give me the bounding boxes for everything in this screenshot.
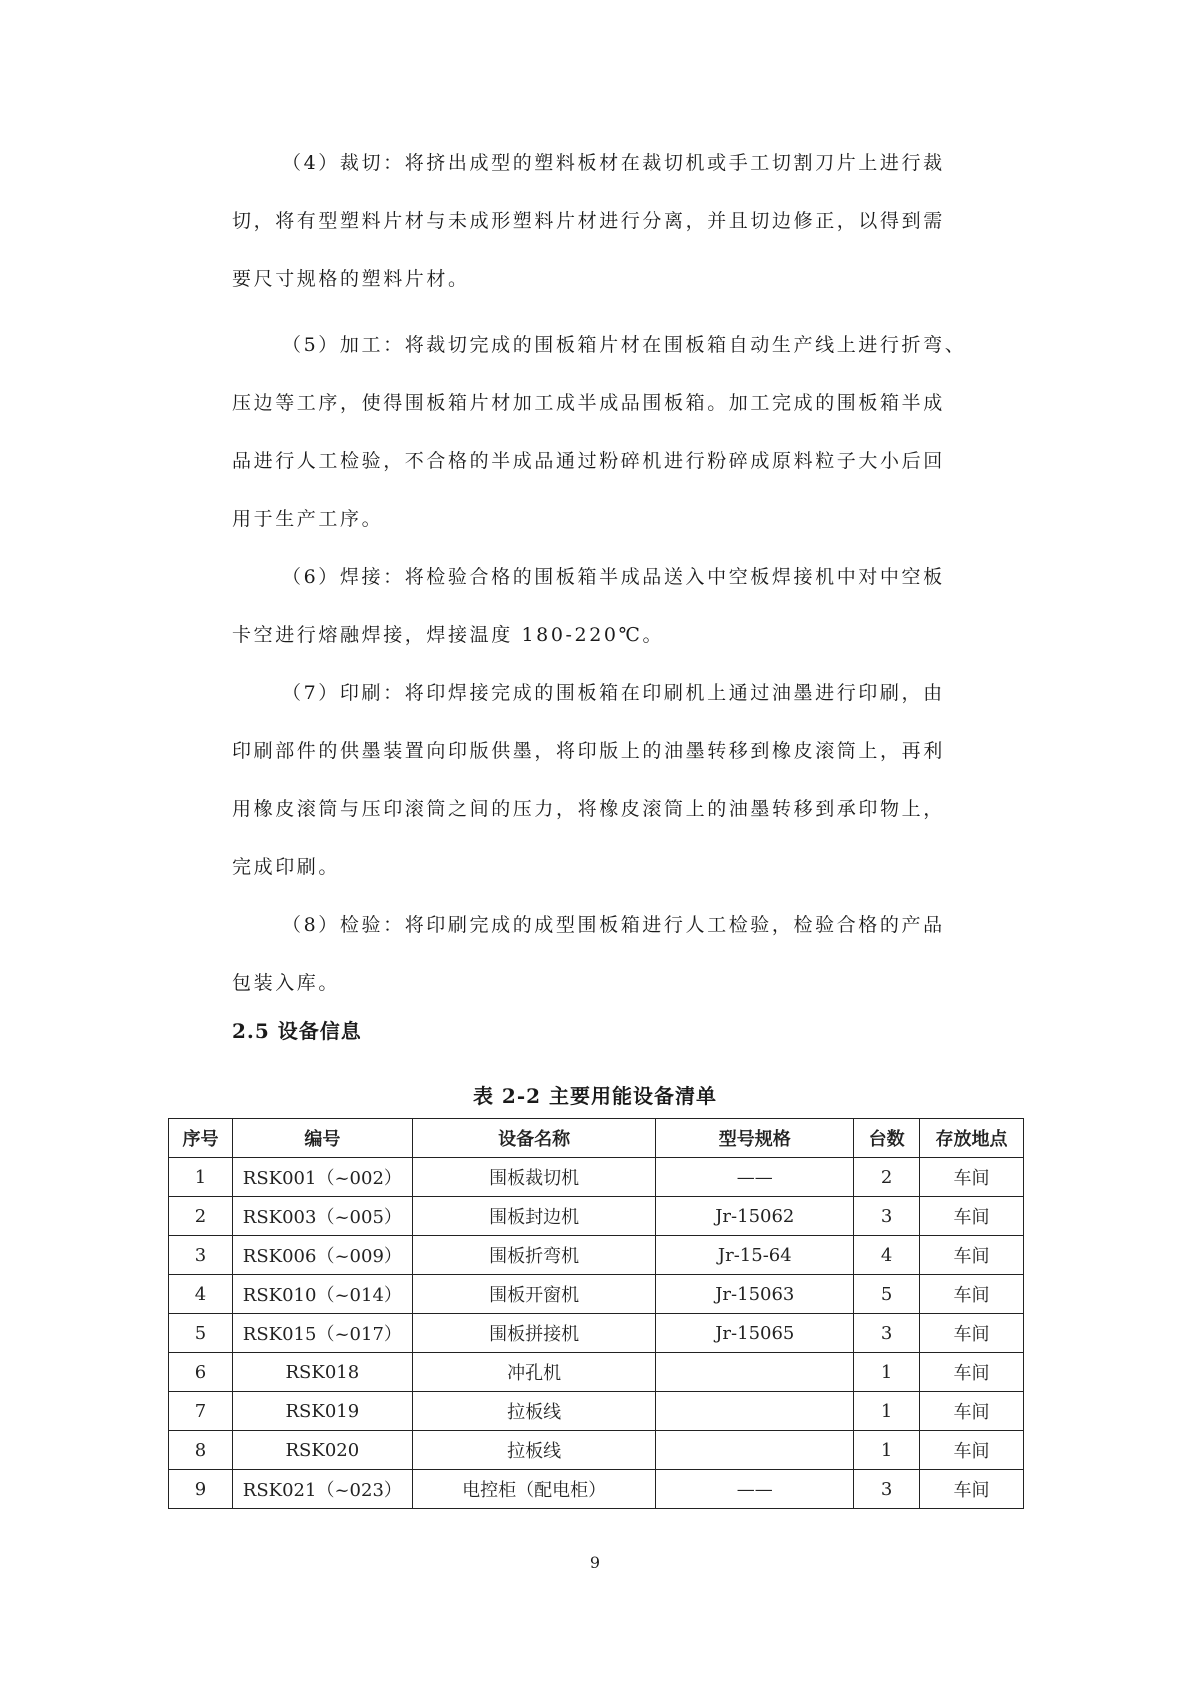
cell-code: RSK018	[232, 1353, 412, 1392]
cell-device-name: 冲孔机	[412, 1353, 656, 1392]
cell-model: Jr-15062	[656, 1197, 854, 1236]
paragraph-line: 品进行人工检验，不合格的半成品通过粉碎机进行粉碎成原料粒子大小后回	[232, 450, 945, 472]
paragraph-line: （8）检验：将印刷完成的成型围板箱进行人工检验，检验合格的产品	[282, 914, 945, 936]
cell-code: RSK015（~017）	[232, 1314, 412, 1353]
cell-model: ——	[656, 1158, 854, 1197]
paragraph-line: 完成印刷。	[232, 856, 341, 878]
cell-device-name: 围板封边机	[412, 1197, 656, 1236]
cell-code: RSK019	[232, 1392, 412, 1431]
cell-quantity: 1	[854, 1392, 920, 1431]
cell-location: 车间	[920, 1470, 1024, 1509]
table-row	[169, 1392, 1024, 1431]
cell-code: RSK021（~023）	[232, 1470, 412, 1509]
cell-quantity: 1	[854, 1353, 920, 1392]
cell-quantity: 3	[854, 1314, 920, 1353]
cell-model: Jr-15-64	[656, 1236, 854, 1275]
header-device-name: 设备名称	[412, 1119, 656, 1158]
table-row	[169, 1353, 1024, 1392]
cell-location: 车间	[920, 1431, 1024, 1470]
table-row	[169, 1275, 1024, 1314]
table-row	[169, 1236, 1024, 1275]
paragraph-line: 印刷部件的供墨装置向印版供墨，将印版上的油墨转移到橡皮滚筒上，再利	[232, 740, 945, 762]
table-row	[169, 1158, 1024, 1197]
cell-code: RSK006（~009）	[232, 1236, 412, 1275]
cell-index: 3	[169, 1236, 233, 1275]
cell-device-name: 拉板线	[412, 1392, 656, 1431]
paragraph-line: 要尺寸规格的塑料片材。	[232, 268, 470, 290]
cell-device-name: 围板裁切机	[412, 1158, 656, 1197]
cell-model: Jr-15063	[656, 1275, 854, 1314]
paragraph-line: 切，将有型塑料片材与未成形塑料片材进行分离，并且切边修正，以得到需	[232, 210, 945, 232]
cell-device-name: 电控柜（配电柜）	[412, 1470, 656, 1509]
cell-code: RSK003（~005）	[232, 1197, 412, 1236]
cell-index: 5	[169, 1314, 233, 1353]
cell-quantity: 1	[854, 1431, 920, 1470]
paragraph-line: 包装入库。	[232, 972, 341, 994]
cell-index: 4	[169, 1275, 233, 1314]
paragraph-line: 用橡皮滚筒与压印滚筒之间的压力，将橡皮滚筒上的油墨转移到承印物上，	[232, 798, 945, 820]
cell-code: RSK001（~002）	[232, 1158, 412, 1197]
cell-device-name: 围板开窗机	[412, 1275, 656, 1314]
cell-index: 2	[169, 1197, 233, 1236]
paragraph-processing	[232, 316, 1014, 548]
paragraph-printing	[232, 664, 1014, 896]
cell-model: Jr-15065	[656, 1314, 854, 1353]
cell-index: 6	[169, 1353, 233, 1392]
cell-index: 7	[169, 1392, 233, 1431]
cell-quantity: 4	[854, 1236, 920, 1275]
paragraph-cutting	[232, 134, 1014, 308]
table-header-row	[169, 1119, 1024, 1158]
cell-device-name: 拉板线	[412, 1431, 656, 1470]
cell-index: 9	[169, 1470, 233, 1509]
cell-model	[656, 1392, 854, 1431]
cell-model	[656, 1431, 854, 1470]
table-row	[169, 1314, 1024, 1353]
table-row	[169, 1431, 1024, 1470]
cell-device-name: 围板拼接机	[412, 1314, 656, 1353]
cell-model	[656, 1353, 854, 1392]
paragraph-line: （4）裁切：将挤出成型的塑料板材在裁切机或手工切割刀片上进行裁	[282, 152, 945, 174]
equipment-table	[168, 1118, 1024, 1509]
cell-location: 车间	[920, 1236, 1024, 1275]
table-caption: 表 2-2 主要用能设备清单	[472, 1084, 718, 1108]
paragraph-line: 用于生产工序。	[232, 508, 384, 530]
paragraph-line: （7）印刷：将印焊接完成的围板箱在印刷机上通过油墨进行印刷，由	[282, 682, 945, 704]
cell-code: RSK010（~014）	[232, 1275, 412, 1314]
cell-model: ——	[656, 1470, 854, 1509]
paragraph-line: （6）焊接：将检验合格的围板箱半成品送入中空板焊接机中对中空板	[282, 566, 945, 588]
page-number: 9	[589, 1553, 601, 1572]
cell-quantity: 3	[854, 1470, 920, 1509]
cell-location: 车间	[920, 1353, 1024, 1392]
table-row	[169, 1470, 1024, 1509]
cell-location: 车间	[920, 1197, 1024, 1236]
cell-quantity: 3	[854, 1197, 920, 1236]
header-index: 序号	[169, 1119, 233, 1158]
section-heading: 2.5 设备信息	[232, 1019, 362, 1043]
cell-location: 车间	[920, 1314, 1024, 1353]
cell-quantity: 5	[854, 1275, 920, 1314]
cell-device-name: 围板折弯机	[412, 1236, 656, 1275]
cell-index: 1	[169, 1158, 233, 1197]
cell-location: 车间	[920, 1158, 1024, 1197]
paragraph-line: （5）加工：将裁切完成的围板箱片材在围板箱自动生产线上进行折弯、	[282, 334, 967, 356]
paragraph-inspection	[232, 896, 1014, 1012]
table-row	[169, 1197, 1024, 1236]
paragraph-line: 压边等工序，使得围板箱片材加工成半成品围板箱。加工完成的围板箱半成	[232, 392, 945, 414]
paragraph-welding	[232, 548, 1014, 664]
cell-quantity: 2	[854, 1158, 920, 1197]
cell-location: 车间	[920, 1392, 1024, 1431]
header-quantity: 台数	[854, 1119, 920, 1158]
cell-location: 车间	[920, 1275, 1024, 1314]
header-model: 型号规格	[656, 1119, 854, 1158]
header-location: 存放地点	[920, 1119, 1024, 1158]
cell-index: 8	[169, 1431, 233, 1470]
header-code: 编号	[232, 1119, 412, 1158]
paragraph-line: 卡空进行熔融焊接，焊接温度 180-220℃。	[232, 624, 665, 646]
cell-code: RSK020	[232, 1431, 412, 1470]
